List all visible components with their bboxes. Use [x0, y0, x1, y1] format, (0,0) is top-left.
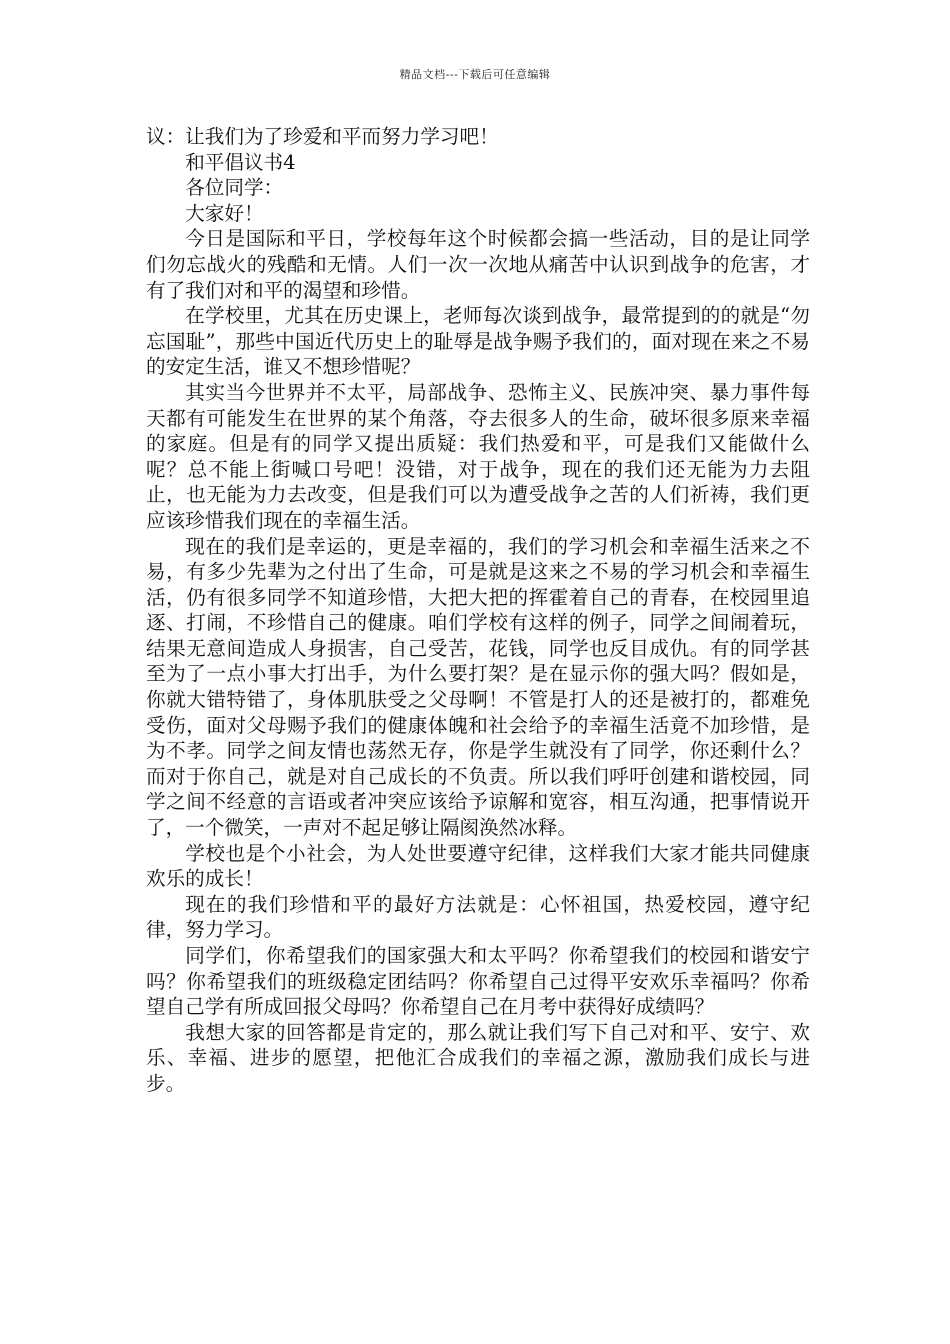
paragraph: 议：让我们为了珍爱和平而努力学习吧！: [146, 125, 499, 148]
paragraph: 学校也是个小社会，为人处世要遵守纪律，这样我们大家才能共同健康欢乐的成长！: [146, 841, 810, 891]
page-header: 精品文档---下载后可任意编辑: [399, 68, 551, 81]
paragraph: 同学们，你希望我们的国家强大和太平吗？你希望我们的校园和谐安宁吗？你希望我们的班级稳定团结吗？你希望自己过得平安欢乐幸福吗？你希望自己学有所成回报父母吗？你希望自己在月考中获得好成绩吗？: [146, 944, 810, 1019]
document-body: [146, 124, 810, 1097]
salutation: 各位同学：: [185, 176, 284, 200]
greeting: 大家好！: [185, 201, 264, 225]
paragraph: 现在的我们是幸运的，更是幸福的，我们的学习机会和幸福生活来之不易，有多少先辈为之付出了生命，可是就是这来之不易的学习机会和幸福生活，仍有很多同学不知道珍惜，大把大把的挥霍着自己的青春，在校园里追逐、打闹，不珍惜自己的健康。咱们学校有这样的例子，同学之间闹着玩，结果无意间造成人身损害，自己受苦，花钱，同学也反目成仇。有的同学甚至为了一点小事大打出手，为什么要打架？是在显示你的强大吗？假如是，你就大错特错了，身体肌肤受之父母啊！不管是打人的还是被打的，都难免受伤，面对父母赐予我们的健康体魄和社会给予的幸福生活竟不加珍惜，是为不孝。同学之间友情也荡然无存，你是学生就没有了同学，你还剩什么？而对于你自己，就是对自己成长的不负责。所以我们呼吁创建和谐校园，同学之间不经意的言语或者冲突应该给予谅解和宽容，相互沟通，把事情说开了，一个微笑，一声对不起足够让隔阂涣然冰释。: [146, 534, 810, 840]
document-title: 和平倡议书4: [185, 150, 296, 174]
paragraph: 我想大家的回答都是肯定的，那么就让我们写下自己对和平、安宁、欢乐、幸福、进步的愿望，把他汇合成我们的幸福之源，激励我们成长与进步。: [146, 1020, 810, 1095]
paragraph: 今日是国际和平日，学校每年这个时候都会搞一些活动，目的是让同学们勿忘战火的残酷和无情。人们一次一次地从痛苦中认识到战争的危害，才有了我们对和平的渴望和珍惜。: [146, 227, 810, 302]
paragraph: 其实当今世界并不太平，局部战争、恐怖主义、民族冲突、暴力事件每天都有可能发生在世界的某个角落，夺去很多人的生命，破坏很多原来幸福的家庭。但是有的同学又提出质疑：我们热爱和平，可是我们又能做什么呢？总不能上街喊口号吧！没错，对于战争，现在的我们还无能为力去阻止，也无能为力去改变，但是我们可以为遭受战争之苦的人们祈祷，我们更应该珍惜我们现在的幸福生活。: [146, 380, 810, 532]
paragraph: 在学校里，尤其在历史课上，老师每次谈到战争，最常提到的的就是“勿忘国耻”，那些中国近代历史上的耻辱是战争赐予我们的，面对现在来之不易的安定生活，谁又不想珍惜呢？: [146, 304, 810, 379]
paragraph: 现在的我们珍惜和平的最好方法就是：心怀祖国，热爱校园，遵守纪律，努力学习。: [146, 892, 810, 942]
